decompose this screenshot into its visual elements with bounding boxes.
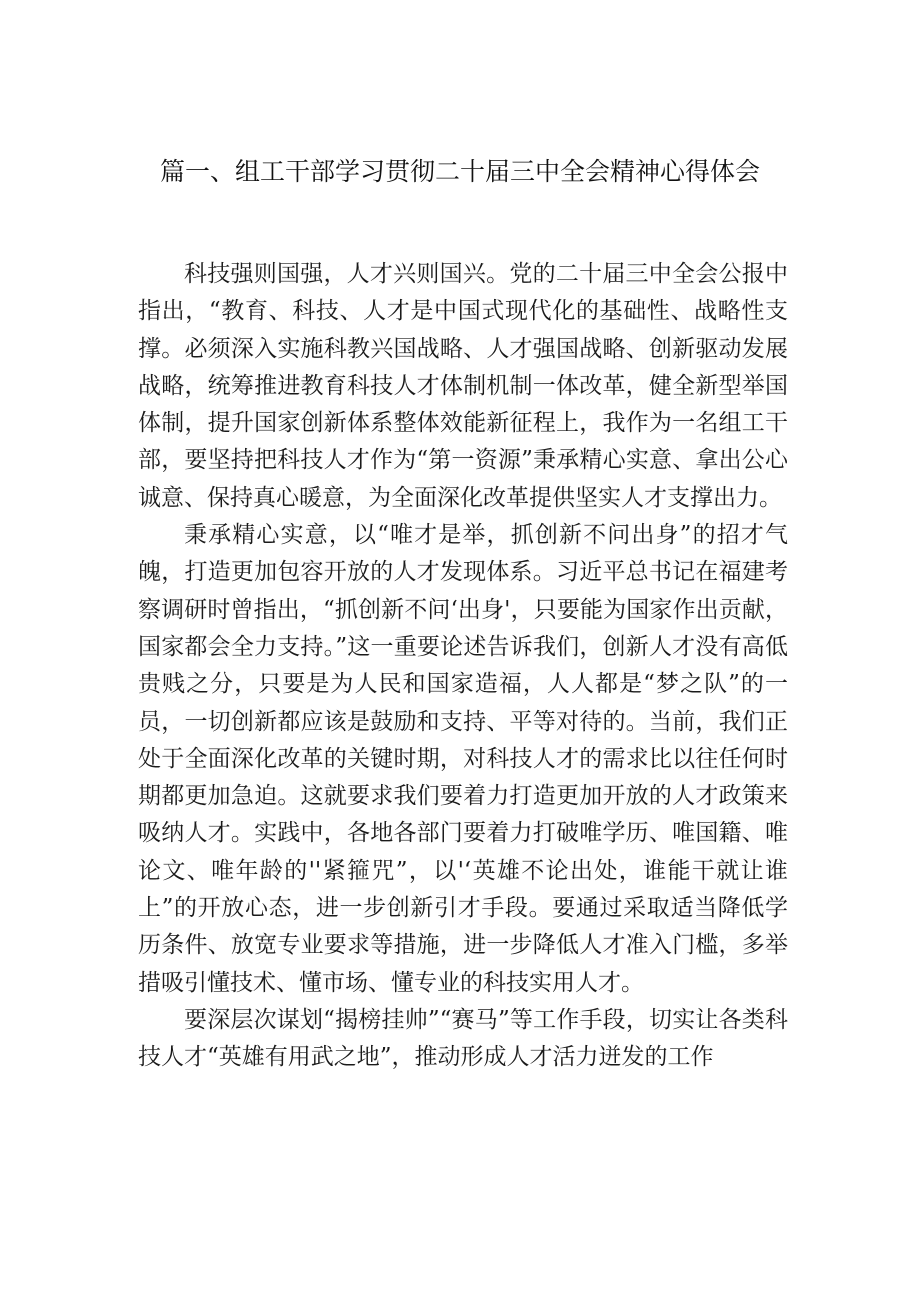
paragraph-1: 科技强则国强，人才兴则国兴。党的二十届三中全会公报中指出，“教育、科技、人才是中国式现代化的基础性、战略性支撑。必须深入实施科教兴国战略、人才强国战略、创新驱动发展战略，统筹推进教育科技人才体制机制一体改革，健全新型举国体制，提升国家创新体系整体效能新征程上，我作为一名组工干部，要坚持把科技人才作为“第一资源”秉承精心实意、拿出公心诚意、保持真心暖意，为全面深化改革提供坚实人才支撑出力。 <box>138 261 788 511</box>
paragraph-3: 要深层次谋划“揭榜挂帅”“赛马”等工作手段，切实让各类科技人才“英雄有用武之地”，推动形成人才活力迸发的工作 <box>138 1006 788 1071</box>
paragraph-2: 秉承精心实意，以“唯才是举，抓创新不问出身”的招才气魄，打造更加包容开放的人才发现体系。习近平总书记在福建考察调研时曾指出，“抓创新不问‘出身'，只要能为国家作出贡献，国家都会全力支持。”这一重要论述告诉我们，创新人才没有高低贵贱之分，只要是为人民和国家造福，人人都是“梦之队”的一员，一切创新都应该是鼓励和支持、平等对待的。当前，我们正处于全面深化改革的关键时期，对科技人才的需求比以往任何时期都更加急迫。这就要求我们要着力打造更加开放的人才政策来吸纳人才。实践中，各地各部门要着力打破唯学历、唯国籍、唯论文、唯年龄的''紧箍咒”，以'‘英雄不论出处，谁能干就让谁上”的开放心态，进一步创新引才手段。要通过采取适当降低学历条件、放宽专业要求等措施，进一步降低人才准入门槛，多举措吸引懂技术、懂市场、懂专业的科技实用人才。 <box>138 522 788 996</box>
document-title: 篇一、组工干部学习贯彻二十届三中全会精神心得体会 <box>159 157 760 186</box>
document-body <box>138 256 788 1077</box>
